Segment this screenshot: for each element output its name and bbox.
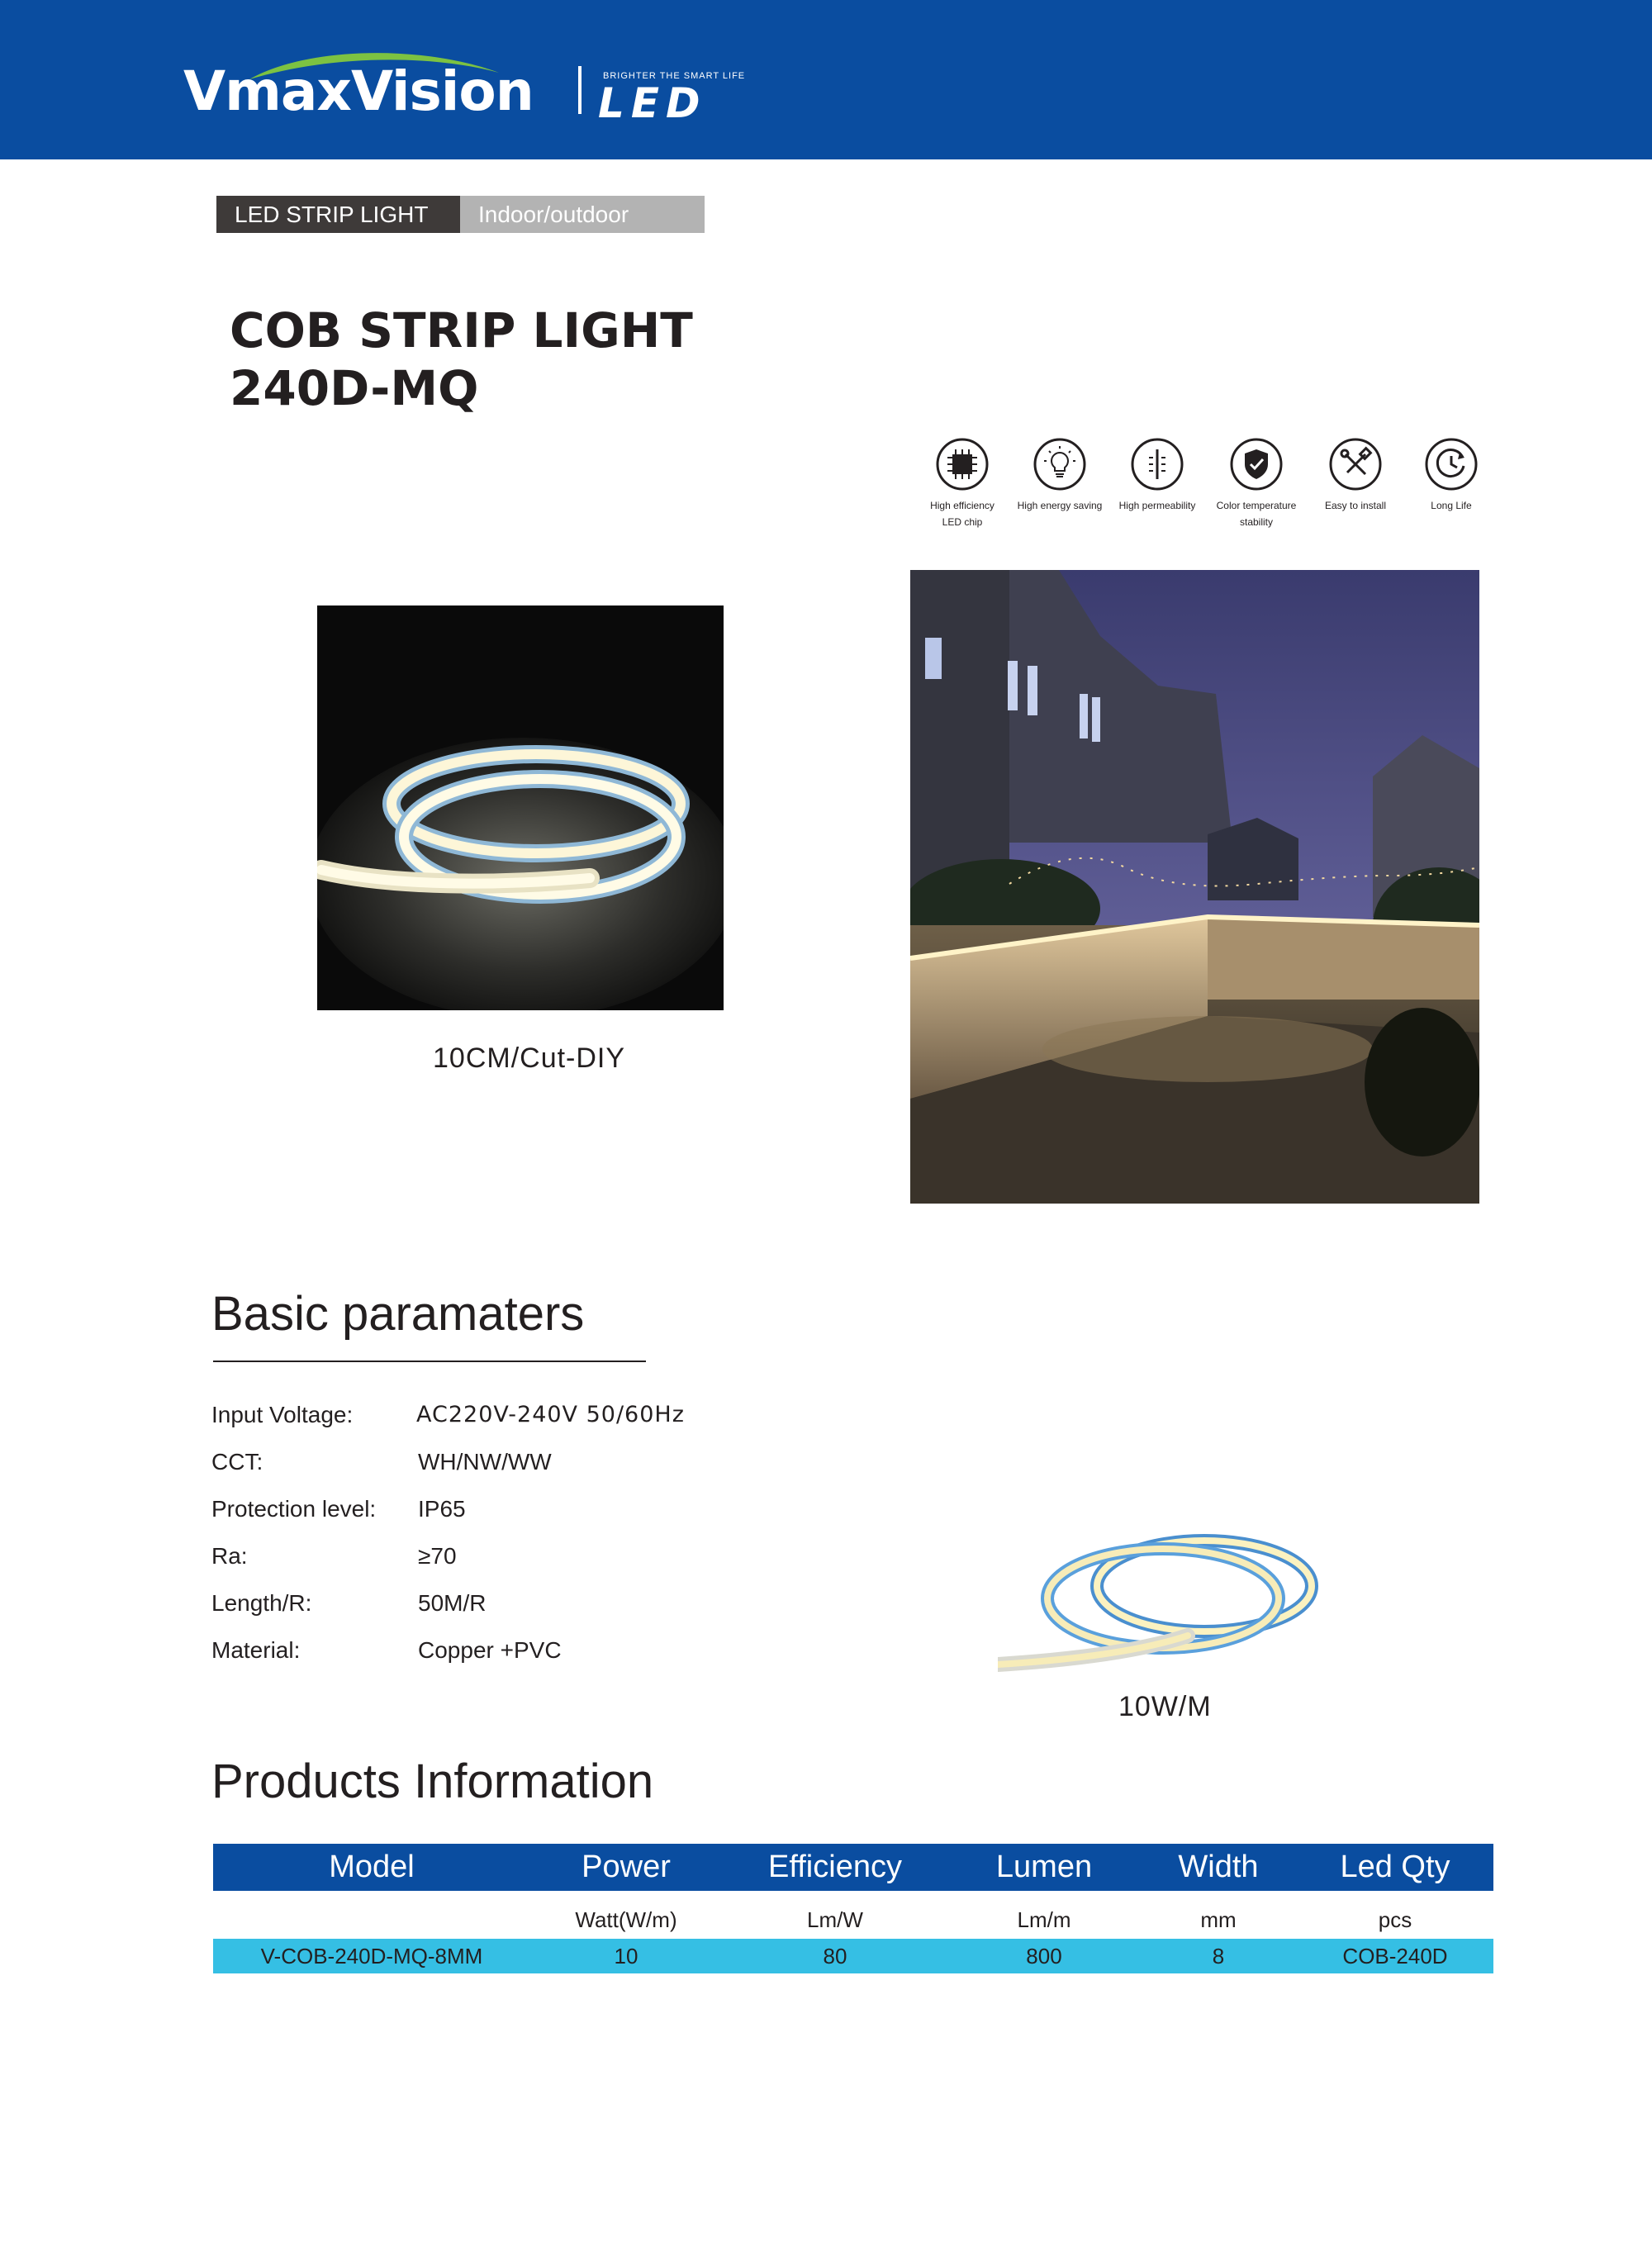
param-label: CCT: <box>211 1449 263 1475</box>
tab-indoor-outdoor: Indoor/outdoor lights <box>460 196 705 233</box>
feature-label-line1: High permeability <box>1118 500 1196 511</box>
param-label: Length/R: <box>211 1590 312 1616</box>
page-header <box>0 0 1652 159</box>
installation-scene-photo <box>910 570 1479 1204</box>
param-row <box>211 1402 790 1449</box>
basic-parameters-heading: Basic paramaters <box>211 1287 585 1341</box>
brand-logo <box>183 50 753 132</box>
param-value: Copper +PVC <box>418 1637 562 1663</box>
chip-icon <box>936 438 989 491</box>
param-row <box>211 1637 790 1684</box>
product-title-line1: COB STRIP LIGHT <box>230 302 693 359</box>
feature-label <box>909 497 1016 530</box>
feature-label-line2: stability <box>1239 516 1273 528</box>
category-tabs <box>216 196 705 264</box>
param-value: 50M/R <box>418 1590 487 1616</box>
param-row <box>211 1543 790 1590</box>
feature-item <box>1203 438 1310 530</box>
feature-label-line1: Easy to install <box>1324 500 1387 511</box>
brand-tagline: BRIGHTER THE SMART LIFE <box>603 71 746 81</box>
logo-led-mark: LED <box>598 79 707 127</box>
parameters-list <box>211 1402 790 1684</box>
strip-product-photo <box>998 1520 1328 1677</box>
feature-label <box>1006 497 1113 514</box>
param-value: IP65 <box>418 1496 466 1522</box>
unit-cell <box>213 1891 530 1939</box>
feature-label-line2: LED chip <box>942 516 983 528</box>
feature-item <box>1006 438 1113 514</box>
unit-cell: Lm/W <box>807 1907 863 1932</box>
shield-check-icon <box>1230 438 1283 491</box>
feature-item <box>1104 438 1211 514</box>
table-row <box>213 1939 1493 1973</box>
param-label: Ra: <box>211 1543 248 1569</box>
feature-label-line1: High efficiency <box>930 500 995 511</box>
table-cell: COB-240D <box>1342 1944 1448 1968</box>
table-header-row <box>213 1844 1493 1891</box>
feature-label-line1: High energy saving <box>1017 500 1103 511</box>
unit-cell: pcs <box>1378 1907 1412 1932</box>
feature-label-line1: Long Life <box>1431 500 1472 511</box>
tools-icon <box>1329 438 1382 491</box>
feature-label <box>1398 497 1505 514</box>
products-table <box>213 1844 1493 1973</box>
table-cell: 8 <box>1212 1944 1225 1968</box>
param-row <box>211 1496 790 1543</box>
section-divider <box>213 1361 646 1362</box>
feature-label <box>1104 497 1211 514</box>
feature-label <box>1302 497 1409 514</box>
table-cell: 800 <box>1026 1944 1062 1968</box>
lightbulb-icon <box>1033 438 1086 491</box>
param-label: Protection level: <box>211 1496 377 1522</box>
product-caption: 10W/M <box>1118 1691 1212 1722</box>
param-value: AC220V-240V 50/60Hz <box>416 1402 685 1427</box>
feature-item <box>909 438 1016 530</box>
column-header: Lumen <box>995 1850 1093 1884</box>
column-header: Model <box>329 1850 415 1884</box>
table-cell: V-COB-240D-MQ-8MM <box>260 1944 483 1968</box>
param-row <box>211 1590 790 1637</box>
brand-name: VmaxVision <box>183 59 534 123</box>
table-cell: 80 <box>823 1944 847 1968</box>
feature-item <box>1398 438 1505 514</box>
products-information-heading: Products Information <box>211 1755 654 1808</box>
tab-led-strip-light: LED STRIP LIGHT <box>216 196 460 233</box>
column-header: Efficiency <box>768 1850 902 1884</box>
column-header: Width <box>1178 1850 1259 1884</box>
unit-cell: mm <box>1200 1907 1237 1932</box>
logo-divider <box>578 66 582 114</box>
product-title <box>230 302 693 417</box>
feature-label-line1: Color temperature <box>1216 500 1297 511</box>
clock-icon <box>1425 438 1478 491</box>
coil-photo <box>317 605 724 1010</box>
feature-item <box>1302 438 1409 514</box>
product-title-line2: 240D-MQ <box>230 360 479 416</box>
feature-label <box>1203 497 1310 530</box>
unit-cell: Lm/m <box>1017 1907 1071 1932</box>
unit-cell: Watt(W/m) <box>575 1907 677 1932</box>
column-header: Power <box>582 1850 671 1884</box>
table-cell: 10 <box>614 1944 638 1968</box>
table-units-row <box>213 1891 1493 1939</box>
column-header: Led Qty <box>1340 1850 1450 1884</box>
param-value: ≥70 <box>418 1543 457 1569</box>
light-beam-icon <box>1131 438 1184 491</box>
param-value: WH/NW/WW <box>418 1449 552 1475</box>
param-row <box>211 1449 790 1496</box>
param-label: Material: <box>211 1637 301 1663</box>
param-label: Input Voltage: <box>211 1402 354 1427</box>
feature-icons <box>909 438 1487 537</box>
coil-caption: 10CM/Cut-DIY <box>433 1042 626 1074</box>
